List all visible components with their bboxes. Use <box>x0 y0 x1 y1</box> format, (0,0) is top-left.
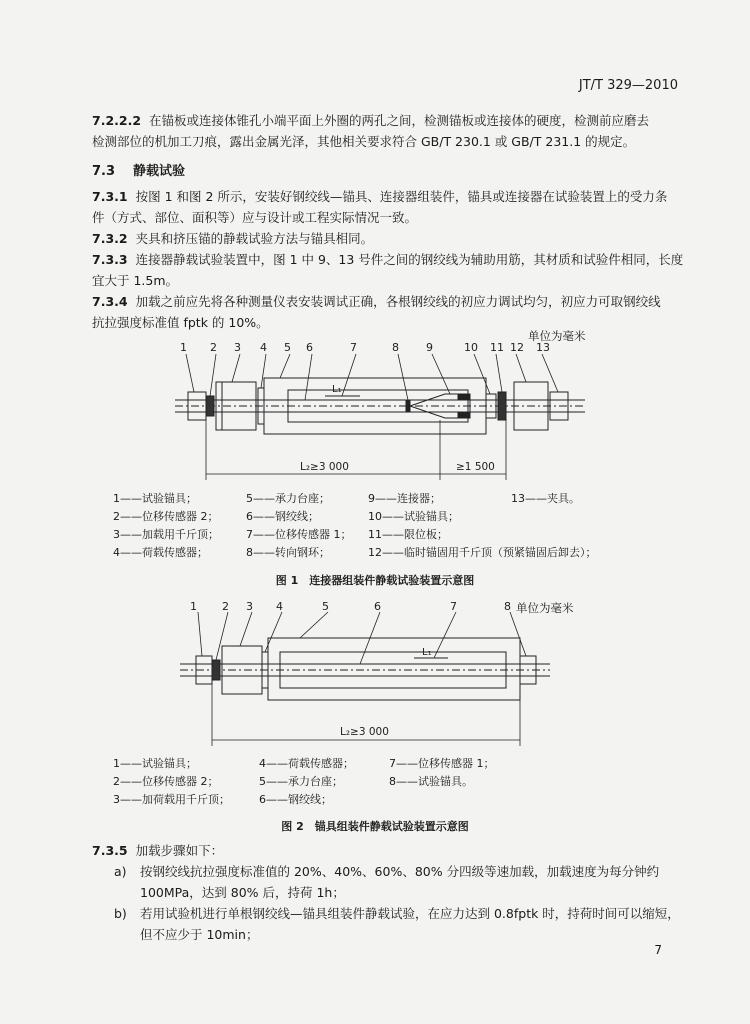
connector-jaw <box>458 394 470 400</box>
section-heading <box>92 160 185 179</box>
legend-item: 8——转向钢环； <box>246 546 330 559</box>
callout-leader <box>398 354 408 400</box>
displacement-sensor-2 <box>206 396 214 416</box>
legend-item: 5——承力台座； <box>259 775 343 788</box>
section-number: 7.3 <box>92 164 116 179</box>
callout-number: 9 <box>426 341 433 354</box>
callout-leader <box>542 354 558 392</box>
clause-7-3-4 <box>92 291 702 333</box>
figure2-caption: 图 2 锚具组装件静载试验装置示意图 <box>281 820 469 833</box>
figure2-diagram <box>170 598 560 750</box>
clause-number: 7.3.2 <box>92 231 128 246</box>
callout-number: 3 <box>234 341 241 354</box>
clause-text: 在锚板或连接体锥孔小端平面上外圈的两孔之间，检测锚板或连接体的硬度，检测前应磨去 <box>149 113 650 128</box>
callout-leader <box>300 612 328 638</box>
clause-number: 7.3.4 <box>92 294 128 309</box>
clause-text: 连接器静载试验装置中，图 1 中 9、13 号件之间的钢绞线为辅助用筋，其材质和试验件相同，长度 <box>135 252 684 267</box>
figure2-unit-label: 单位为毫米 <box>516 601 574 615</box>
legend-item: 7——位移传感器 1； <box>389 757 495 770</box>
legend-item: 5——承力台座； <box>246 492 330 505</box>
list-text: 若用试验机进行单根钢绞线—锚具组装件静载试验，在应力达到 0.8fptk 时，持荷时间可以缩短， <box>140 906 680 921</box>
callout-number: 2 <box>210 341 217 354</box>
clause-number: 7.3.5 <box>92 843 128 858</box>
list-marker: b) <box>114 906 127 921</box>
callout-leader <box>210 354 216 396</box>
figure1-caption: 图 1 连接器组装件静载试验装置示意图 <box>275 574 475 587</box>
callout-leader <box>198 612 202 656</box>
clause-7-3-5 <box>92 840 702 861</box>
list-marker: a) <box>114 864 127 879</box>
legend-item: 11——限位板； <box>368 528 448 541</box>
callout-leader <box>510 612 526 656</box>
figure1-unit-label: 单位为毫米 <box>528 329 586 343</box>
callout-number: 3 <box>246 600 253 613</box>
callout-number: 7 <box>350 341 357 354</box>
callout-number: 8 <box>392 341 399 354</box>
callout-leader <box>305 354 312 400</box>
clause-number: 7.3.3 <box>92 252 128 267</box>
clause-number: 7.2.2.2 <box>92 113 142 128</box>
callout-leader <box>434 612 456 658</box>
list-text: 按钢绞线抗拉强度标准值的 20%、40%、60%、80% 分四级等速加载，加载速度为每分钟约 <box>140 864 660 879</box>
callout-number: 6 <box>306 341 313 354</box>
callout-leader <box>516 354 526 382</box>
callout-number: 1 <box>180 341 187 354</box>
legend-item: 3——加荷载用千斤顶； <box>113 793 230 806</box>
legend-item: 1——试验锚具； <box>113 757 197 770</box>
callout-number: 4 <box>276 600 283 613</box>
standard-number: JT/T 329—2010 <box>578 78 678 93</box>
bearing-frame <box>268 638 520 700</box>
clause-text: 检测部位的机加工刀痕，露出金属光泽，其他相关要求符合 GB/T 230.1 或 GB/T 231.1 的规定。 <box>92 134 636 149</box>
clause-7-3-1 <box>92 186 702 228</box>
callout-leader <box>280 354 290 378</box>
list-item-b <box>114 903 704 945</box>
dimension-side-label: ≥1 500 <box>456 461 495 473</box>
clause-text: 夹具和挤压锚的静载试验方法与锚具相同。 <box>135 231 374 246</box>
limit-plate <box>498 392 506 420</box>
dimension-main-label: L₂≥3 000 <box>340 726 389 738</box>
clause-number: 7.3.1 <box>92 189 128 204</box>
callout-number: 7 <box>450 600 457 613</box>
callout-number: 2 <box>222 600 229 613</box>
legend-item: 10——试验锚具； <box>368 510 459 523</box>
section-title: 静载试验 <box>133 164 186 179</box>
figure1-legend <box>113 490 597 562</box>
callout-number: 5 <box>322 600 329 613</box>
callout-number: 6 <box>374 600 381 613</box>
callout-leader <box>474 354 490 394</box>
legend-item: 7——位移传感器 1； <box>246 528 352 541</box>
figure2-legend <box>113 755 495 809</box>
clause-text: 宜大于 1.5m。 <box>92 273 179 288</box>
clause-7-3-3 <box>92 249 702 291</box>
callout-leader <box>232 354 240 382</box>
clause-text: 件（方式、部位、面积等）应与设计或工程实际情况一致。 <box>92 210 418 225</box>
dimension-main-label: L₂≥3 000 <box>300 461 349 473</box>
list-text: 但不应少于 10min； <box>140 927 259 942</box>
callout-number: 1 <box>190 600 197 613</box>
callout-leader <box>186 354 194 392</box>
callout-leader <box>240 612 252 646</box>
clause-text: 加载之前应先将各种测量仪表安装调试正确，各根钢绞线的初应力调试均匀，初应力可取钢绞线 <box>135 294 661 309</box>
callout-number: 11 <box>490 341 504 354</box>
legend-item: 4——荷载传感器； <box>113 546 208 559</box>
callout-number: 10 <box>464 341 478 354</box>
connector-jaw <box>458 412 470 418</box>
callout-number: 8 <box>504 600 511 613</box>
page-number: 7 <box>654 943 662 957</box>
figure1-diagram <box>170 340 590 485</box>
clause-7-3-2 <box>92 228 702 249</box>
callout-number: 5 <box>284 341 291 354</box>
callout-leader <box>432 354 450 394</box>
legend-item: 4——荷载传感器； <box>259 757 354 770</box>
callout-leader <box>265 612 282 652</box>
callout-number: 13 <box>536 341 550 354</box>
legend-item: 3——加载用千斤顶； <box>113 528 219 541</box>
clause-7-2-2-2 <box>92 110 692 152</box>
legend-item: 2——位移传感器 2； <box>113 510 219 523</box>
legend-item: 12——临时锚固用千斤顶（预紧锚固后卸去）； <box>368 546 597 559</box>
clause-title: 加载步骤如下： <box>135 843 224 858</box>
l1-label: L₁ <box>332 384 342 395</box>
clause-text: 抗拉强度标准值 fptk 的 10%。 <box>92 315 269 330</box>
displacement-sensor-2 <box>212 660 220 680</box>
legend-item: 6——钢绞线； <box>259 793 332 806</box>
legend-item: 13——夹具。 <box>511 492 580 505</box>
legend-item: 1——试验锚具； <box>113 492 197 505</box>
legend-item: 2——位移传感器 2； <box>113 775 219 788</box>
list-item-a <box>114 861 704 903</box>
callout-leader <box>496 354 502 392</box>
legend-item: 6——钢绞线； <box>246 510 319 523</box>
callout-number: 4 <box>260 341 267 354</box>
l1-label: L₁ <box>422 647 432 658</box>
legend-item: 8——试验锚具。 <box>389 775 473 788</box>
list-text: 100MPa，达到 80% 后，持荷 1h； <box>140 885 345 900</box>
legend-item: 9——连接器； <box>368 492 441 505</box>
clause-text: 按图 1 和图 2 所示，安装好钢绞线—锚具、连接器组装件，锚具或连接器在试验装置上的受力条 <box>135 189 668 204</box>
callout-number: 12 <box>510 341 524 354</box>
